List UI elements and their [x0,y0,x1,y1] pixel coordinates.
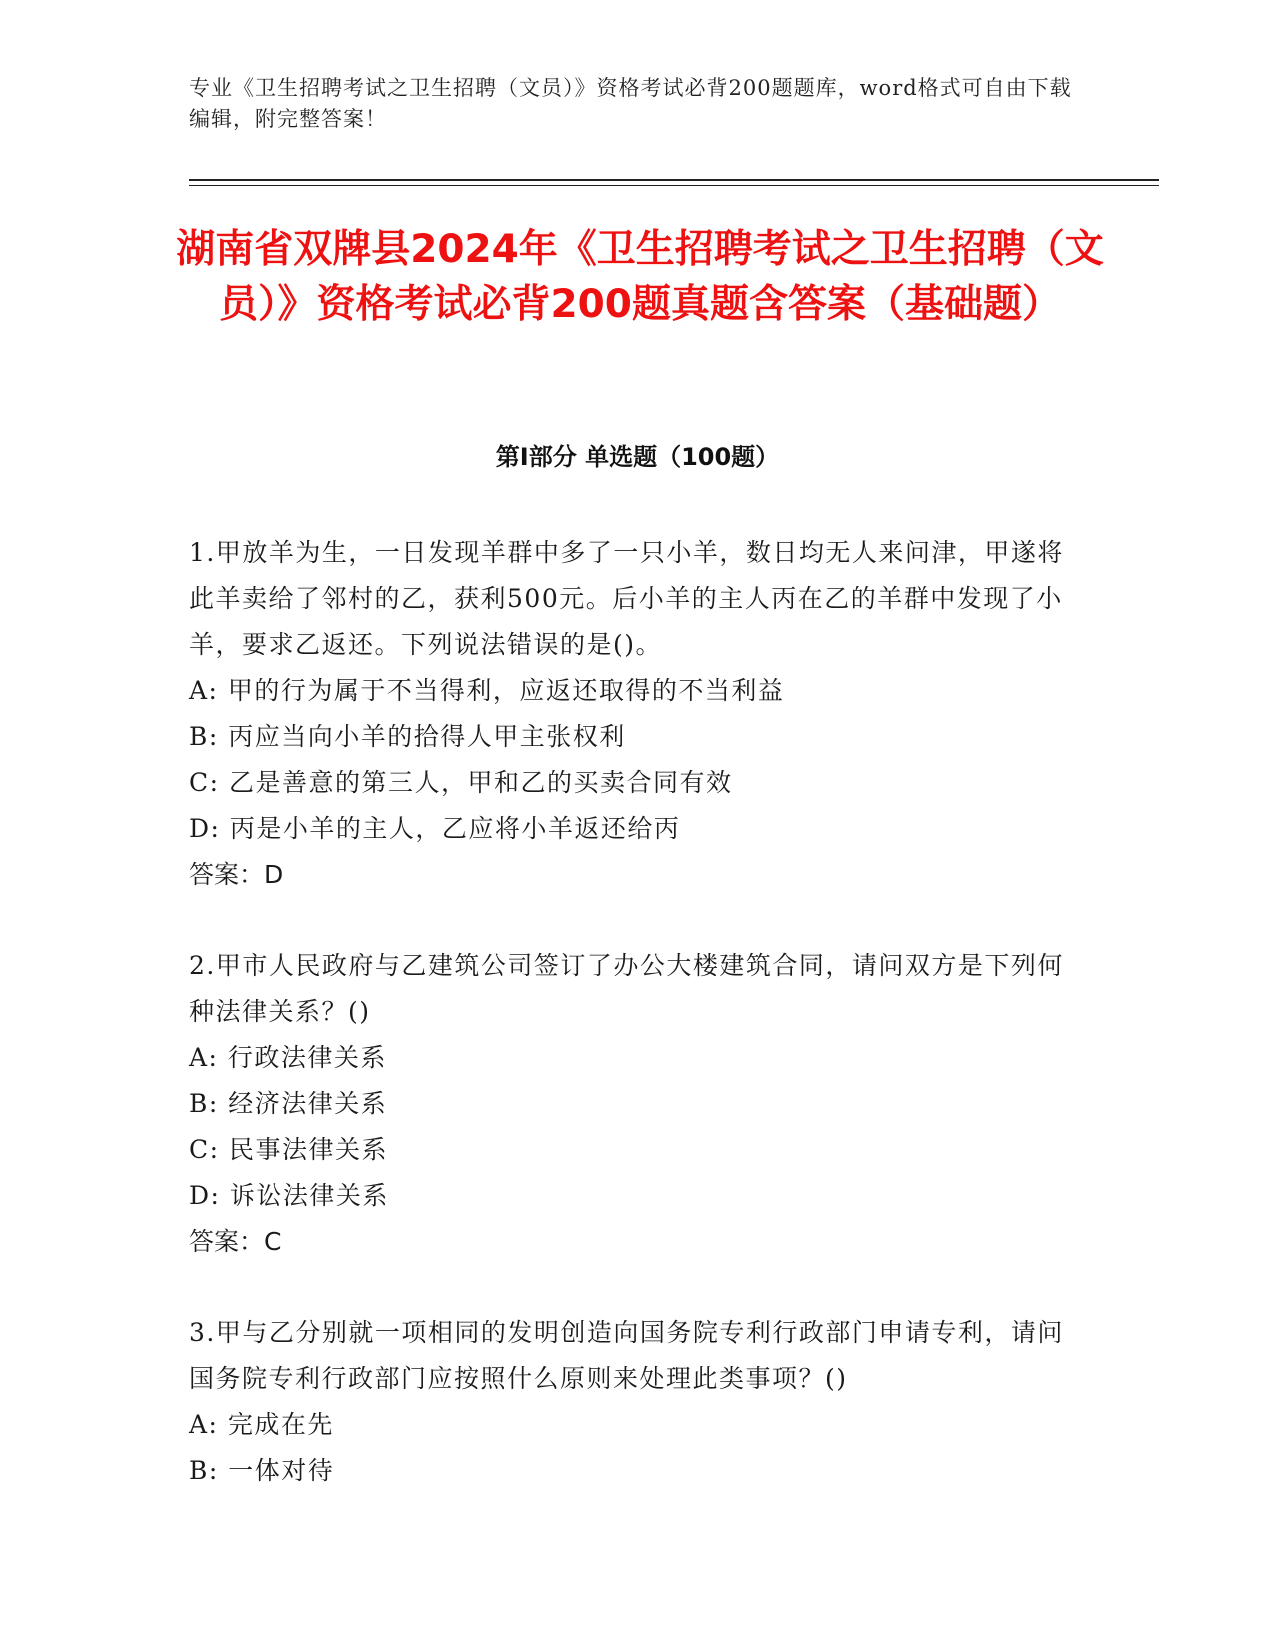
document-header-note: 专业《卫生招聘考试之卫生招聘（文员）》资格考试必背200题题库，word格式可自由下载编辑，附完整答案！ [189,76,1072,131]
option-c: C: 民事法律关系 [189,1135,388,1164]
answer-line: 答案：D [189,860,284,889]
option-c: C: 乙是善意的第三人，甲和乙的买卖合同有效 [189,768,733,797]
option-a: A: 行政法律关系 [189,1043,387,1072]
option-b: B: 一体对待 [189,1456,335,1485]
option-b: B: 丙应当向小羊的拾得人甲主张权利 [189,722,626,751]
document-title: 湖南省双牌县2024年《卫生招聘考试之卫生招聘（文员）》资格考试必背200题真题含答案（基础题） [176,227,1104,327]
option-a: A: 完成在先 [189,1410,334,1439]
header-divider-thin [189,185,1159,186]
question-1 [189,530,1089,898]
section-heading: 第Ⅰ部分 单选题（100题） [495,443,780,471]
question-2 [189,943,1089,1265]
header-divider-thick [189,179,1159,181]
option-d: D: 丙是小羊的主人，乙应将小羊返还给丙 [189,814,681,843]
question-stem: 2.甲市人民政府与乙建筑公司签订了办公大楼建筑合同，请问双方是下列何种法律关系？() [189,951,1064,1026]
question-3 [189,1310,1089,1494]
question-stem: 1.甲放羊为生，一日发现羊群中多了一只小羊，数日均无人来问津，甲遂将此羊卖给了邻村的乙，获利500元。后小羊的主人丙在乙的羊群中发现了小羊，要求乙返还。下列说法错误的是()。 [189,538,1064,659]
question-stem: 3.甲与乙分别就一项相同的发明创造向国务院专利行政部门申请专利，请问国务院专利行政部门应按照什么原则来处理此类事项？() [189,1318,1064,1393]
option-a: A: 甲的行为属于不当得利，应返还取得的不当利益 [189,676,785,705]
option-b: B: 经济法律关系 [189,1089,388,1118]
answer-line: 答案：C [189,1227,282,1256]
question-list [189,530,1089,1539]
option-d: D: 诉讼法律关系 [189,1181,389,1210]
